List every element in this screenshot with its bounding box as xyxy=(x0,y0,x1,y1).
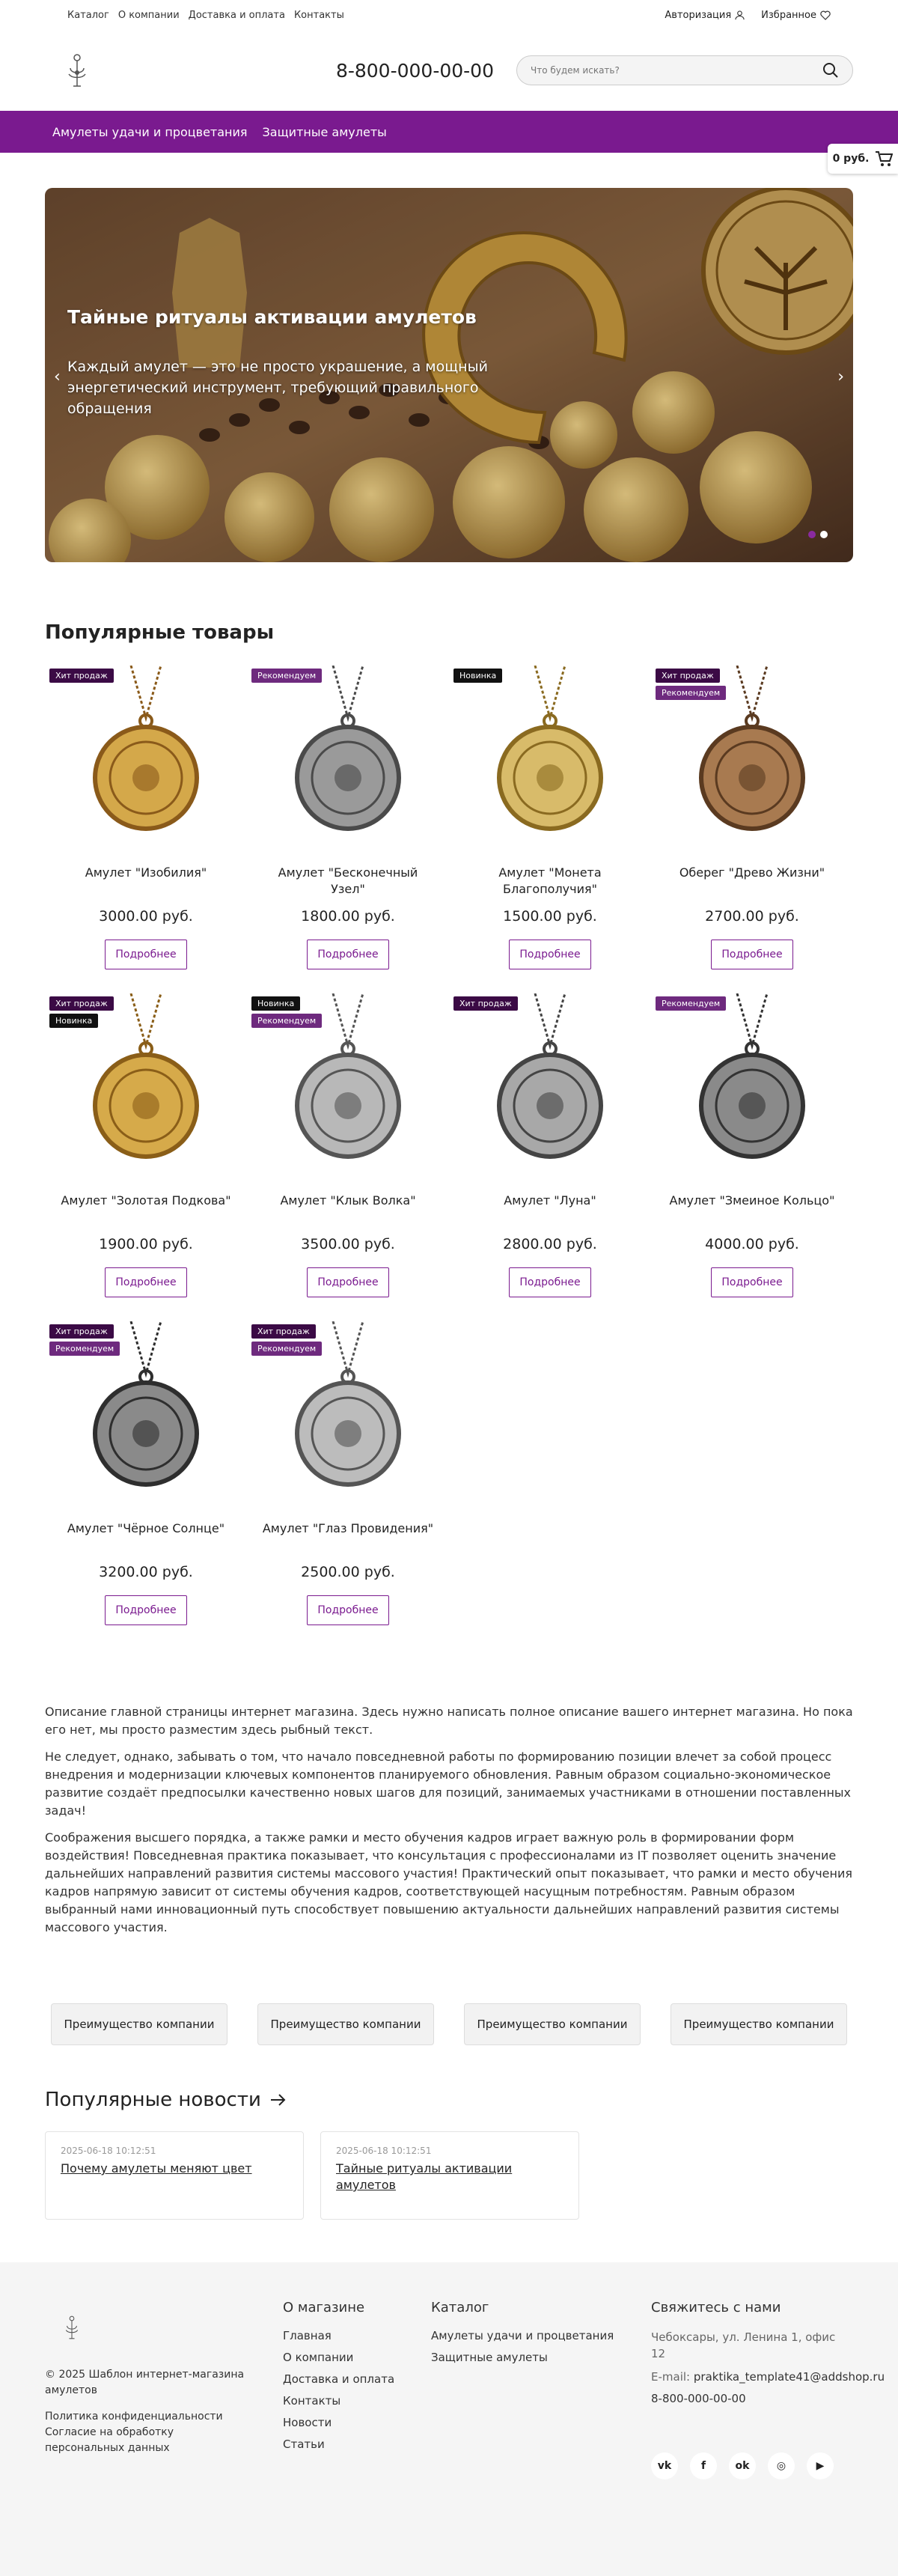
product-name[interactable]: Амулет "Чёрное Солнце" xyxy=(67,1521,225,1535)
nav-item-protective[interactable]: Защитные амулеты xyxy=(262,124,387,139)
product-image[interactable] xyxy=(46,666,245,845)
heart-icon xyxy=(820,10,831,20)
product-more-button[interactable]: Подробнее xyxy=(307,1267,389,1297)
top-link-catalog[interactable]: Каталог xyxy=(67,9,109,21)
product-price: 2500.00 руб. xyxy=(301,1564,395,1580)
product-badge: Новинка xyxy=(453,669,502,683)
social-links xyxy=(651,2452,834,2479)
top-link-delivery[interactable]: Доставка и оплата xyxy=(188,9,285,21)
description-paragraph-1: Описание главной страницы интернет магазина. Здесь нужно написать полное описание вашего интернет магазина. Но пока его нет, мы просто разместим здесь рыбный текст. xyxy=(45,1705,853,1737)
advantage-2: Преимущество компании xyxy=(257,2003,434,2045)
product-badges xyxy=(49,996,114,1028)
product-card[interactable] xyxy=(45,663,247,989)
product-more-button[interactable]: Подробнее xyxy=(711,1267,793,1297)
main-nav xyxy=(0,111,898,153)
product-price: 2700.00 руб. xyxy=(705,908,799,925)
footer-about-title: О магазине xyxy=(283,2300,365,2315)
description-paragraph-2: Не следует, однако, забывать о том, что начало повседневной работы по формированию позиции влечет за собой процесс внедрения и модернизации ключевых компонентов планируемого обновления. Равным образом социально-экономическое развитие создаёт предпосылки качественно новых шагов для позиций, занимаемых участниками в отношении поставленных задач! xyxy=(45,1750,851,1818)
product-more-button[interactable]: Подробнее xyxy=(105,940,187,969)
product-price: 2800.00 руб. xyxy=(503,1236,597,1252)
footer-email-row xyxy=(651,2370,891,2384)
product-badges xyxy=(453,669,502,683)
product-image[interactable] xyxy=(450,993,650,1173)
product-image[interactable] xyxy=(248,666,448,845)
product-price: 1800.00 руб. xyxy=(301,908,395,925)
product-badges xyxy=(453,996,518,1011)
top-link-contacts[interactable]: Контакты xyxy=(293,9,344,21)
product-card[interactable] xyxy=(247,663,449,989)
vk-icon[interactable]: vk xyxy=(651,2452,678,2479)
hero-dot-2[interactable] xyxy=(820,531,828,538)
footer-catalog-title: Каталог xyxy=(431,2300,489,2315)
product-badge: Рекомендуем xyxy=(251,1014,322,1028)
user-icon xyxy=(735,10,745,20)
product-name[interactable]: Амулет "Монета Благополучия" xyxy=(498,865,602,896)
product-grid xyxy=(45,663,853,1645)
news-link[interactable]: Почему амулеты меняют цвет xyxy=(61,2161,252,2175)
product-badges xyxy=(251,669,322,683)
product-price: 4000.00 руб. xyxy=(705,1236,799,1252)
advantage-4: Преимущество компании xyxy=(671,2003,847,2045)
footer-link-home[interactable]: Главная xyxy=(283,2329,332,2342)
favorites-label: Избранное xyxy=(761,9,816,21)
search-box[interactable] xyxy=(516,55,853,85)
news-date: 2025-06-18 10:12:51 xyxy=(61,2146,156,2156)
product-name[interactable]: Оберег "Древо Жизни" xyxy=(679,865,825,880)
footer-link-articles[interactable]: Статьи xyxy=(283,2438,325,2451)
header-phone[interactable]: 8-800-000-00-00 xyxy=(335,59,494,82)
product-card[interactable] xyxy=(247,990,449,1317)
product-name[interactable]: Амулет "Луна" xyxy=(504,1193,596,1208)
product-badges xyxy=(49,1324,120,1356)
news-heading[interactable] xyxy=(45,2089,287,2111)
news-card[interactable] xyxy=(45,2131,304,2220)
product-image[interactable] xyxy=(450,666,650,845)
hero-dot-1[interactable] xyxy=(808,531,816,538)
footer-link-luck[interactable]: Амулеты удачи и процветания xyxy=(431,2329,614,2342)
footer-link-delivery[interactable]: Доставка и оплата xyxy=(283,2372,395,2386)
arrow-right-icon xyxy=(270,2093,287,2107)
product-name[interactable]: Амулет "Золотая Подкова" xyxy=(61,1193,231,1208)
footer-link-news[interactable]: Новости xyxy=(283,2416,332,2429)
product-price: 1900.00 руб. xyxy=(99,1236,193,1252)
news-date: 2025-06-18 10:12:51 xyxy=(336,2146,432,2156)
header xyxy=(0,30,898,111)
footer-policy-link[interactable]: Политика конфиденциальности xyxy=(45,2411,223,2423)
product-badge: Новинка xyxy=(251,996,300,1011)
product-badge: Хит продаж xyxy=(656,669,720,683)
product-badge: Рекомендуем xyxy=(251,1342,322,1356)
footer-email[interactable]: praktika_template41@addshop.ru xyxy=(693,2370,885,2384)
popular-title: Популярные товары xyxy=(45,621,275,644)
footer-phone[interactable]: 8-800-000-00-00 xyxy=(651,2392,746,2405)
product-name[interactable]: Амулет "Клык Волка" xyxy=(280,1193,416,1208)
product-badge: Хит продаж xyxy=(49,669,114,683)
product-badge: Рекомендуем xyxy=(251,669,322,683)
product-more-button[interactable]: Подробнее xyxy=(105,1595,187,1625)
footer-address: Чебоксары, ул. Ленина 1, офис 12 xyxy=(651,2330,836,2360)
nav-item-luck[interactable]: Амулеты удачи и процветания xyxy=(52,124,248,139)
shop-description xyxy=(45,1703,853,1946)
odnoklassniki-icon[interactable]: ok xyxy=(729,2452,756,2479)
advantages xyxy=(51,2003,847,2045)
product-card[interactable] xyxy=(449,663,651,989)
product-card[interactable] xyxy=(247,1318,449,1645)
product-price: 3200.00 руб. xyxy=(99,1564,193,1580)
top-link-about[interactable]: О компании xyxy=(117,9,180,21)
top-bar xyxy=(0,0,898,30)
product-badges xyxy=(251,996,322,1028)
product-badge: Рекомендуем xyxy=(656,996,726,1011)
hero-subtitle: Каждый амулет — это не просто украшение, а мощный энергетический инструмент, требующий правильного обращения xyxy=(67,359,488,417)
instagram-icon[interactable]: ◎ xyxy=(768,2452,795,2479)
footer-link-contacts[interactable]: Контакты xyxy=(283,2394,341,2408)
footer-contact-title: Свяжитесь с нами xyxy=(651,2300,781,2315)
product-badges xyxy=(49,669,114,683)
product-more-button[interactable]: Подробнее xyxy=(105,1267,187,1297)
hero-dots xyxy=(808,531,828,538)
product-card[interactable] xyxy=(45,990,247,1317)
description-paragraph-3: Соображения высшего порядка, а также рамки и место обучения кадров играет важную роль в формировании форм воздействия! Повседневная практика показывает, что консультация с профессионалами из IT позволяет оценить значение дальнейших направлений развития системы массового участия! Практический опыт показывает, что рамки и место обучения кадров напрямую зависит от системы обучения кадров, соответствующей насущным потребностям. Равным образом выбранный нами инновационный путь способствует повышению актуальности дальнейших направлений развития системы массового участия. xyxy=(45,1830,853,1934)
product-badges xyxy=(656,669,726,700)
product-badge: Хит продаж xyxy=(49,1324,114,1339)
footer-consent-link[interactable]: Согласие на обработку персональных данных xyxy=(45,2426,174,2454)
cart-icon xyxy=(875,150,893,167)
product-more-button[interactable]: Подробнее xyxy=(711,940,793,969)
news-card[interactable] xyxy=(320,2131,579,2220)
hero-title: Тайные ритуалы активации амулетов xyxy=(67,306,477,328)
product-badge: Хит продаж xyxy=(49,996,114,1011)
product-name[interactable]: Амулет "Изобилия" xyxy=(85,865,207,880)
product-badge: Рекомендуем xyxy=(49,1342,120,1356)
footer-link-about[interactable]: О компании xyxy=(283,2351,354,2364)
hero-next-arrow[interactable]: › xyxy=(837,368,844,386)
product-name[interactable]: Амулет "Глаз Провидения" xyxy=(262,1521,434,1535)
search-input[interactable] xyxy=(531,65,800,76)
product-more-button[interactable]: Подробнее xyxy=(307,940,389,969)
product-card[interactable] xyxy=(45,1318,247,1645)
hero-slider[interactable] xyxy=(45,188,853,562)
search-icon[interactable] xyxy=(822,62,839,79)
product-card[interactable] xyxy=(651,663,853,989)
product-badge: Хит продаж xyxy=(453,996,518,1011)
login-link[interactable] xyxy=(665,10,745,21)
product-badges xyxy=(251,1324,322,1356)
logo-icon[interactable] xyxy=(64,52,90,89)
news-title: Популярные новости xyxy=(45,2089,261,2111)
product-badge: Новинка xyxy=(49,1014,98,1028)
product-badge: Рекомендуем xyxy=(656,686,726,700)
login-label: Авторизация xyxy=(665,9,732,21)
cart-total: 0 руб. xyxy=(832,153,870,165)
product-price: 3000.00 руб. xyxy=(99,908,193,925)
cart-button[interactable] xyxy=(828,144,898,174)
footer-email-label: E-mail: xyxy=(651,2370,691,2384)
product-more-button[interactable]: Подробнее xyxy=(509,940,591,969)
footer-link-protective[interactable]: Защитные амулеты xyxy=(431,2351,548,2364)
favorites-link[interactable] xyxy=(761,10,831,21)
product-more-button[interactable]: Подробнее xyxy=(307,1595,389,1625)
advantage-3: Преимущество компании xyxy=(464,2003,641,2045)
product-price: 1500.00 руб. xyxy=(503,908,597,925)
product-badge: Хит продаж xyxy=(251,1324,316,1339)
product-more-button[interactable]: Подробнее xyxy=(509,1267,591,1297)
news-link[interactable]: Тайные ритуалы активации амулетов xyxy=(336,2161,513,2192)
footer-copyright: © 2025 Шаблон интернет-магазина амулетов xyxy=(45,2369,245,2396)
product-card[interactable] xyxy=(449,990,651,1317)
advantage-1: Преимущество компании xyxy=(51,2003,227,2045)
product-badges xyxy=(656,996,726,1011)
product-name[interactable]: Амулет "Бесконечный Узел" xyxy=(278,865,418,896)
product-name[interactable]: Амулет "Змеиное Кольцо" xyxy=(669,1193,835,1208)
hero-prev-arrow[interactable]: ‹ xyxy=(54,368,61,386)
youtube-icon[interactable]: ▶ xyxy=(807,2452,834,2479)
product-price: 3500.00 руб. xyxy=(301,1236,395,1252)
top-links xyxy=(67,10,344,21)
facebook-icon[interactable]: f xyxy=(690,2452,717,2479)
footer-logo-icon[interactable] xyxy=(63,2313,81,2342)
product-image[interactable] xyxy=(653,993,852,1173)
product-card[interactable] xyxy=(651,990,853,1317)
footer xyxy=(0,2262,898,2576)
